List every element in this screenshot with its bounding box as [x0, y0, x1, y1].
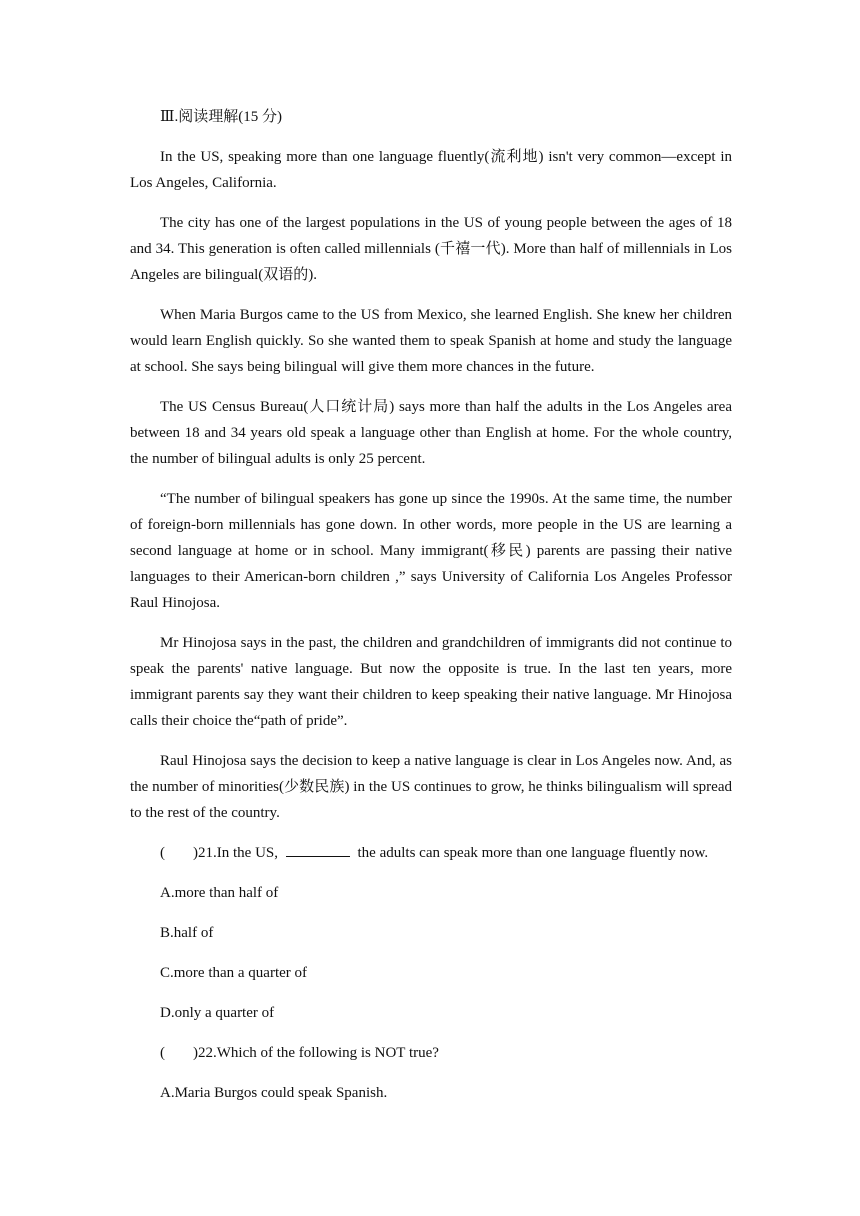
passage-paragraph-3: When Maria Burgos came to the US from Mexico, she learned English. She knew her children would learn English quickly. So she wanted them to speak Spanish at home and study the language at school. She says being bilingual will give them more chances in the future.: [130, 307, 732, 375]
question-21-option-a: A.more than half of: [160, 885, 279, 901]
question-21-stem-rest: the adults can speak more than one language fluently now.: [353, 845, 709, 861]
question-22: [130, 1040, 732, 1066]
passage-paragraph-1: In the US, speaking more than one language fluently(流利地) isn't very common—except in Los Angeles, California.: [130, 149, 732, 191]
question-21-option-b: B.half of: [160, 925, 214, 941]
section-title: Ⅲ.阅读理解(15 分): [160, 109, 282, 125]
question-22-open-paren: (: [160, 1045, 165, 1061]
question-21-blank: [286, 842, 350, 857]
passage-paragraph-5: “The number of bilingual speakers has gone up since the 1990s. At the same time, the number of foreign‐born millennials has gone down. In other words, more people in the US are learning a second language at home or in school. Many immigrant(移民) parents are passing their native languages to their American-born children ,” says University of California Los Angeles Professor Raul Hinojosa.: [130, 491, 732, 611]
question-21: [130, 840, 732, 866]
question-21-option-d: D.only a quarter of: [160, 1005, 275, 1021]
passage-paragraph-6: Mr Hinojosa says in the past, the children and grandchildren of immigrants did not continue to speak the parents' native language. But now the opposite is true. In the last ten years, more immigrant parents say they want their children to keep speaking their native language. Mr Hinojosa calls their choice the“path of pride”.: [130, 635, 732, 729]
passage-paragraph-4: The US Census Bureau(人口统计局) says more than half the adults in the Los Angeles area between 18 and 34 years old speak a language other than English at home. For the whole country, the number of bilingual adults is only 25 percent.: [130, 399, 732, 467]
passage-paragraph-2: The city has one of the largest populations in the US of young people between the ages of 18 and 34. This generation is often called millennials (千禧一代). More than half of millennials in Los Angeles are bilingual(双语的).: [130, 215, 732, 283]
question-22-option-a: A.Maria Burgos could speak Spanish.: [160, 1085, 388, 1101]
document-page: [130, 104, 732, 1120]
question-21-open-paren: (: [160, 845, 165, 861]
question-21-stem: )21.In the US,: [193, 845, 282, 861]
question-22-stem: )22.Which of the following is NOT true?: [193, 1045, 439, 1061]
passage-paragraph-7: Raul Hinojosa says the decision to keep a native language is clear in Los Angeles now. And, as the number of minorities(少数民族) in the US continues to grow, he thinks bilingualism will spread to the rest of the country.: [130, 753, 732, 821]
question-21-option-c: C.more than a quarter of: [160, 965, 308, 981]
